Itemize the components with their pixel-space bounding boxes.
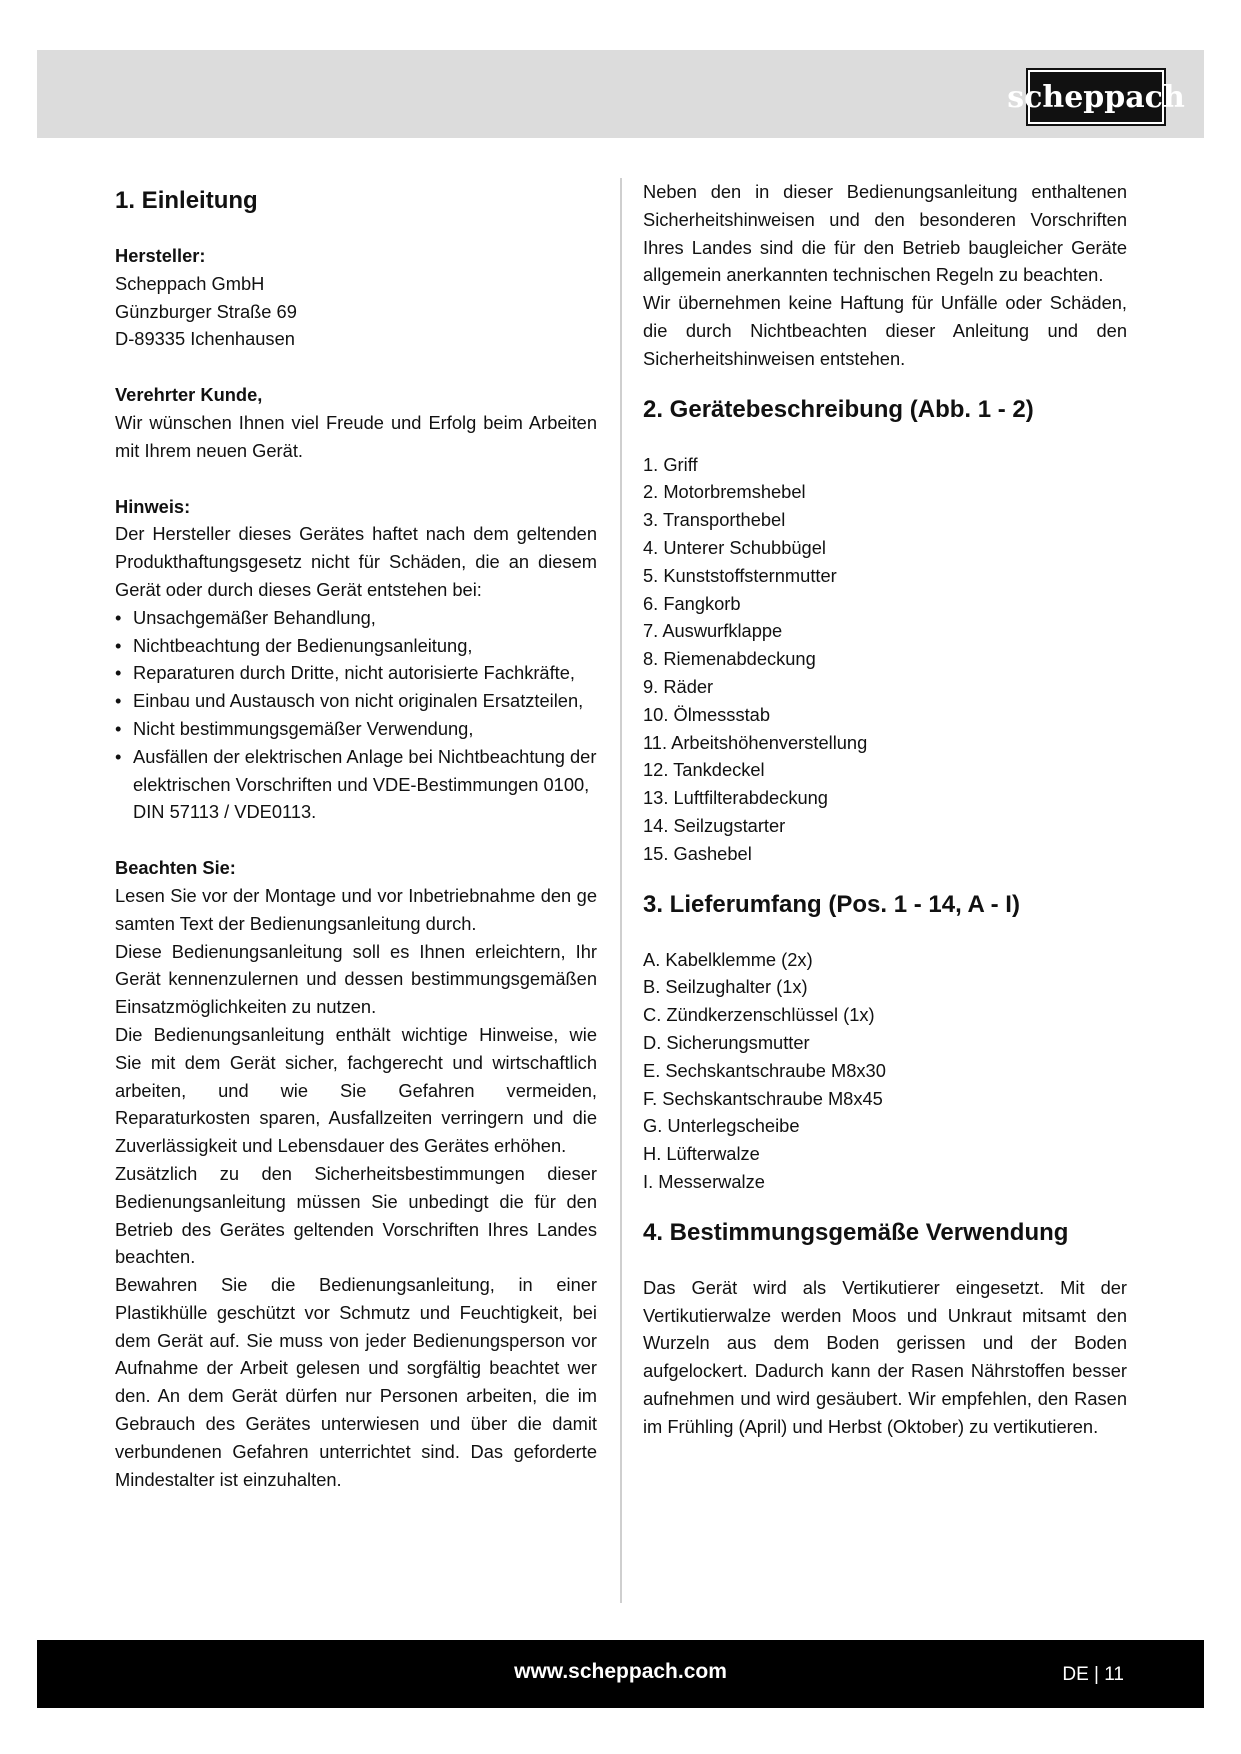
intro-paragraph: Neben den in dieser Bedienungsanleitung enthaltenen Sicherheitshinweisen und den besonderen Vorschriften Ihres Landes sind die für den Betrieb baugleicher Geräte allgemein anerkannten technischen Regeln zu beachten. [643,181,1127,286]
intro-paragraph: Wir übernehmen keine Haftung für Unfälle oder Schäden, die durch Nichtbeachten dieser Anleitung und den Sicherheitshinweisen entstehen. [643,292,1127,369]
note-text: Der Hersteller dieses Gerätes haftet nach dem geltenden Produkthaftungsgesetz nicht für Schäden, die an diesem Gerät oder durch dieses Gerät entstehen bei: [115,523,597,600]
scheppach-logo: scheppach [1028,70,1164,124]
list-item: • Ausfällen der elektrischen Anlage bei Nichtbeachtung der elektrischen Vorschriften und VDE-Bestimmungen 0100, DIN 57113 / VDE0113. [115,743,597,826]
attention-paragraph: Lesen Sie vor der Montage und vor Inbetriebnahme den ge samten Text der Bedienungsanleitung durch. [115,884,597,934]
left-column [115,178,597,1493]
list-item: 12. Tankdeckel [643,759,765,781]
list-item: I. Messerwalze [643,1170,765,1192]
header-band [37,50,1204,138]
delivery-scope-list [643,946,1127,1196]
list-item: • Einbau und Austausch von nicht originalen Ersatzteilen, [115,687,597,715]
section1-heading: 1. Einleitung [115,187,258,214]
note-list [115,604,597,826]
attention-label: Beachten Sie: [115,857,236,879]
attention-paragraph: Die Bedienungsanleitung enthält wichtige Hinweise, wie Sie mit dem Gerät sicher, fachgerecht und wirtschaftlich arbeiten, und wie Sie Gefahren vermeiden, Reparaturkosten sparen, Ausfallzeiten verringern und die Zuverlässigkeit und Lebensdauer des Gerätes erhöhen. [115,1023,597,1157]
list-item: C. Zündkerzenschlüssel (1x) [643,1004,875,1026]
list-item: 8. Riemenabdeckung [643,648,816,670]
manufacturer-line: Günzburger Straße 69 [115,300,297,322]
list-item: D. Sicherungsmutter [643,1031,810,1053]
attention-paragraph: Zusätzlich zu den Sicherheitsbestimmungen dieser Bedienungsanleitung müssen Sie unbedingt die für den Betrieb des Gerätes geltenden Vorschriften Ihres Landes beachten. [115,1162,597,1268]
list-item: 3. Transporthebel [643,509,786,531]
manufacturer-line: Scheppach GmbH [115,272,265,294]
list-item: 11. Arbeitshöhenverstellung [643,731,868,753]
list-item: F. Sechskantschraube M8x45 [643,1087,883,1109]
list-item: 1. Griff [643,453,698,475]
section2-heading: 2. Gerätebeschreibung (Abb. 1 - 2) [643,395,1034,423]
list-item: • Reparaturen durch Dritte, nicht autorisierte Fachkräfte, [115,659,597,687]
list-item: 9. Räder [643,675,714,697]
manufacturer-label: Hersteller: [115,245,206,266]
list-item: H. Lüfterwalze [643,1143,760,1165]
list-item: A. Kabelklemme (2x) [643,948,813,970]
attention-paragraph: Bewahren Sie die Bedienungsanleitung, in einer Plastikhülle geschützt vor Schmutz und Feuchtigkeit, bei dem Gerät auf. Sie muss von jeder Bedienungsperson vor Aufnahme der Arbeit gelesen und sorgfältig beachtet wer den. An dem Gerät dürfen nur Personen arbeiten, die im Gebrauch des Gerätes unterwiesen und über die damit verbundenen Gefahren unterrichtet sind. Das geforderte Mindestalter ist einzuhalten. [115,1274,597,1490]
list-item: 4. Unterer Schubbügel [643,536,826,558]
customer-label: Verehrter Kunde, [115,384,263,406]
manufacturer-line: D-89335 Ichenhausen [115,328,295,350]
list-item: B. Seilzughalter (1x) [643,976,808,998]
list-item: 13. Luftfilterabdeckung [643,787,828,809]
footer-bar [37,1640,1204,1708]
list-item: 5. Kunststoffsternmutter [643,564,837,586]
customer-text: Wir wünschen Ihnen viel Freude und Erfolg beim Arbeiten mit Ihrem neuen Gerät. [115,411,597,461]
device-parts-list [643,451,1127,868]
page-number: DE | 11 [1062,1664,1124,1685]
note-label: Hinweis: [115,495,191,517]
list-item: 14. Seilzugstarter [643,814,786,836]
list-item: G. Unterlegscheibe [643,1115,800,1137]
list-item: • Unsachgemäßer Behandlung, [115,604,597,632]
section4-heading: 4. Bestimmungsgemäße Verwendung [643,1218,1069,1246]
section3-heading: 3. Lieferumfang (Pos. 1 - 14, A - I) [643,890,1020,918]
website-link[interactable]: www.scheppach.com [514,1660,727,1683]
list-item: 2. Motorbremshebel [643,481,806,503]
list-item: 15. Gashebel [643,842,752,864]
list-item: E. Sechskantschraube M8x30 [643,1059,886,1081]
list-item: • Nichtbeachtung der Bedienungsanleitung, [115,632,597,660]
list-item: 7. Auswurfklappe [643,620,783,642]
right-column [643,178,1127,1440]
column-divider [620,178,622,1603]
attention-paragraph: Diese Bedienungsanleitung soll es Ihnen erleichtern, Ihr Gerät kennenzulernen und dessen bestimmungsgemäßen Einsatzmöglichkeiten zu nutzen. [115,940,597,1018]
section4-text: Das Gerät wird als Vertikutierer eingesetzt. Mit der Vertikutierwalze werden Moos und Unkraut mitsamt den Wurzeln aus dem Boden gerissen und der Boden aufgelockert. Dadurch kann der Rasen Nährstoffen besser aufnehmen und wird gesäubert. Wir empfehlen, den Rasen im Frühling (April) und Herbst (Oktober) zu vertikutieren. [643,1276,1127,1437]
list-item: 10. Ölmessstab [643,703,771,725]
list-item: • Nicht bestimmungsgemäßer Verwendung, [115,715,597,743]
list-item: 6. Fangkorb [643,592,741,614]
